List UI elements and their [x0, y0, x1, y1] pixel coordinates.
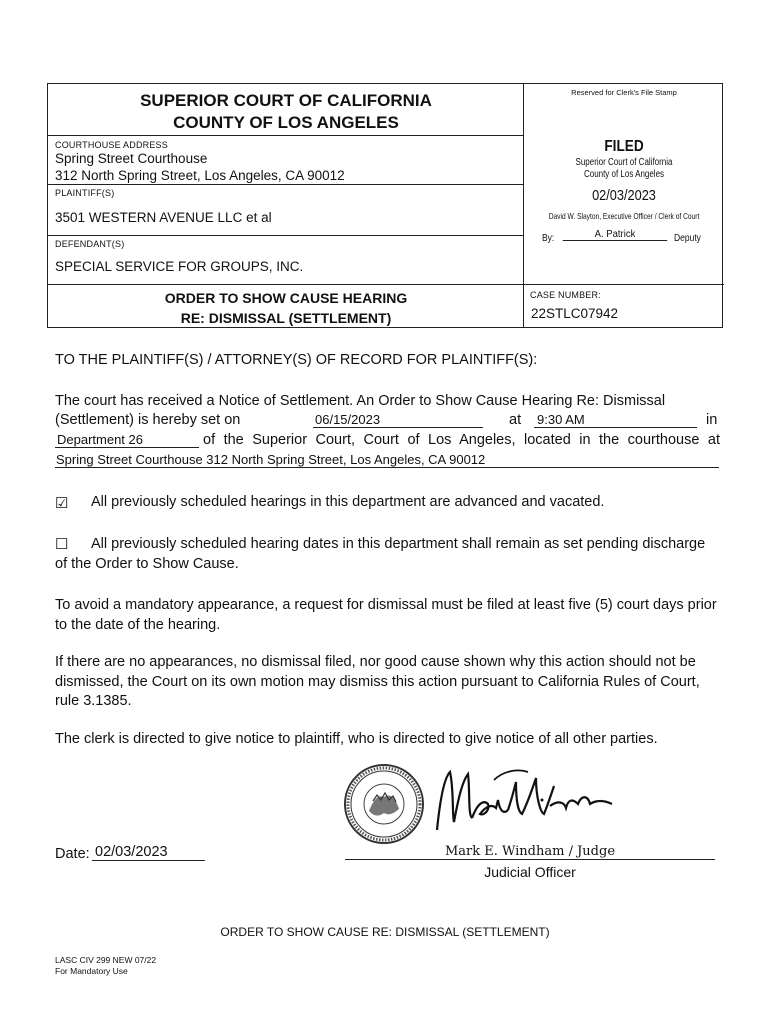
courthouse-name: Spring Street Courthouse: [55, 151, 208, 166]
stamp-date: 02/03/2023: [592, 187, 656, 204]
addressee: TO THE PLAINTIFF(S) / ATTORNEY(S) OF RECORD FOR PLAINTIFF(S):: [55, 352, 538, 368]
no-appearance-paragraph: If there are no appearances, no dismissal filed, nor good cause shown why this action should not be dismissed, the Court on its own motion may dismiss this action pursuant to California Rules of Court, rule 3.1385.: [55, 654, 700, 709]
stamp-by-name: A. Patrick: [563, 229, 668, 241]
order-title-line2: RE: DISMISSAL (SETTLEMENT): [180, 310, 392, 326]
caption-divider: [48, 184, 524, 185]
mandatory-use: For Mandatory Use: [55, 966, 128, 976]
order-title-line1: ORDER TO SHOW CAUSE HEARING: [164, 290, 408, 306]
hearing-time: 9:30 AM: [534, 412, 697, 428]
date-label: Date:: [55, 846, 90, 862]
judge-name: Mark E. Windham / Judge: [345, 844, 715, 860]
notice-paragraph-line2: (Settlement) is hereby set on: [55, 412, 241, 428]
case-number: 22STLC07942: [531, 306, 619, 321]
courthouse-street: 312 North Spring Street, Los Angeles, CA 90012: [55, 168, 345, 183]
judicial-officer-label: Judicial Officer: [484, 864, 576, 880]
clerk-stamp-note: Reserved for Clerk's File Stamp: [571, 88, 677, 97]
case-number-label: CASE NUMBER:: [530, 290, 601, 300]
clerk-notice-paragraph: The clerk is directed to give notice to plaintiff, who is directed to give notice of all other parties.: [55, 731, 658, 747]
stamp-county: County of Los Angeles: [583, 169, 665, 180]
judge-signature-image: [432, 760, 617, 842]
remain-as-set-checkbox[interactable]: ☐: [55, 536, 69, 553]
caption-divider: [48, 284, 724, 285]
department: Department 26: [55, 432, 199, 448]
remain-as-set-text: All previously scheduled hearing dates in this department shall remain as set pending discharge: [91, 536, 706, 552]
stamp-deputy: Deputy: [674, 233, 701, 244]
caption-box: [47, 83, 723, 328]
form-number: LASC CIV 299 NEW 07/22: [55, 955, 157, 965]
filed-stamp: FILED: [604, 138, 644, 155]
courthouse-address-label: COURTHOUSE ADDRESS: [55, 140, 168, 150]
advanced-vacated-text: All previously scheduled hearings in this department are advanced and vacated.: [91, 494, 605, 510]
caption-divider: [48, 235, 524, 236]
at-label: at: [509, 412, 522, 428]
avoid-appearance-paragraph: To avoid a mandatory appearance, a request for dismissal must be filed at least five (5) court days prior to the date of the hearing.: [55, 597, 717, 633]
defendant-value: SPECIAL SERVICE FOR GROUPS, INC.: [55, 259, 304, 274]
stamp-court: Superior Court of California: [575, 157, 673, 168]
caption-divider: [48, 135, 524, 136]
stamp-by-label: By:: [542, 233, 555, 244]
in-label: in: [706, 412, 718, 428]
court-name-line1: SUPERIOR COURT OF CALIFORNIA: [140, 91, 432, 110]
notice-paragraph-line3: of the Superior Court, Court of Los Angeles, located in the courthouse at: [203, 432, 720, 448]
court-name-line2: COUNTY OF LOS ANGELES: [173, 113, 399, 132]
signature-date: 02/03/2023: [92, 844, 205, 861]
footer-title: ORDER TO SHOW CAUSE RE: DISMISSAL (SETTLEMENT): [220, 925, 550, 939]
plaintiff-label: PLAINTIFF(S): [55, 188, 115, 198]
advanced-vacated-checkbox[interactable]: ☑: [55, 495, 69, 512]
stamp-officer: David W. Slayton, Executive Officer / Clerk of Court: [548, 211, 700, 221]
plaintiff-value: 3501 WESTERN AVENUE LLC et al: [55, 210, 272, 225]
hearing-date: 06/15/2023: [313, 412, 483, 428]
courthouse-location: Spring Street Courthouse 312 North Spring Street, Los Angeles, CA 90012: [55, 452, 719, 468]
court-seal-image: [343, 763, 425, 845]
remain-as-set-text-cont: of the Order to Show Cause.: [55, 556, 239, 572]
notice-paragraph-line1: The court has received a Notice of Settlement. An Order to Show Cause Hearing Re: Dismissal: [55, 393, 666, 409]
defendant-label: DEFENDANT(S): [55, 239, 125, 249]
